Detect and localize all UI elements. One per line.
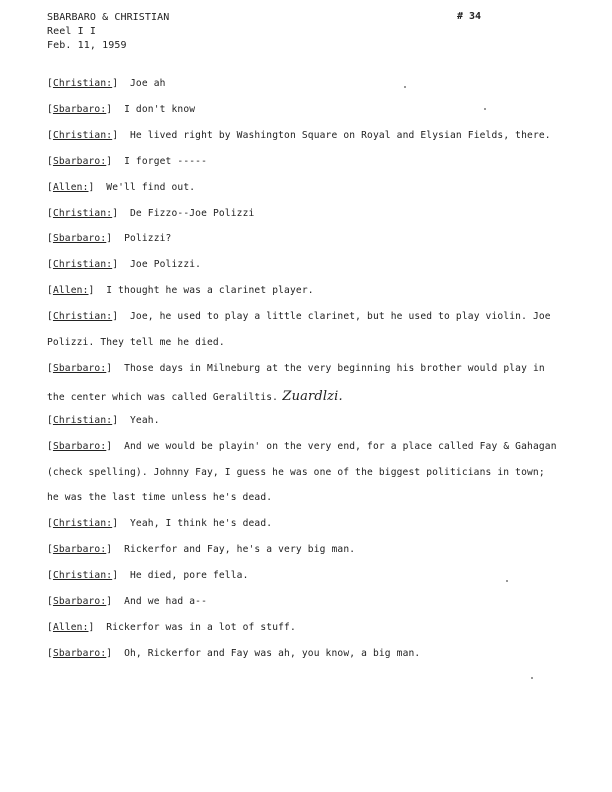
speaker-bracket-close: ] [112, 78, 130, 89]
line-text: (check spelling). Johnny Fay, I guess he was one of the biggest politicians in town; [47, 466, 545, 478]
speaker-bracket-close: ] [106, 362, 125, 374]
line-text: He died, pore fella. [129, 570, 249, 582]
line-text: Polizzi. They tell me he died. [47, 337, 225, 348]
speaker-bracket-open: [ [47, 647, 53, 659]
speaker-name: Christian: [52, 311, 113, 323]
speaker-name: Sbarbaro: [52, 596, 107, 607]
transcript-line [47, 441, 557, 452]
speaker-bracket-open: [ [47, 621, 53, 633]
speaker-bracket-open: [ [47, 311, 53, 323]
transcript-line [47, 156, 207, 167]
speaker-bracket-open: [ [47, 78, 53, 89]
transcript-line [47, 570, 249, 581]
speaker-name: Allen: [52, 285, 89, 297]
speaker-bracket-open: [ [47, 155, 53, 167]
speaker-bracket-open: [ [47, 233, 53, 245]
scan-speck [404, 86, 406, 88]
transcript-line [47, 363, 545, 374]
speaker-bracket-close: ] [88, 285, 107, 297]
speaker-name: Sbarbaro: [52, 440, 107, 452]
speaker-bracket-open: [ [47, 259, 53, 271]
line-text: I thought he was a clarinet player. [106, 285, 314, 297]
line-text: Those days in Milneburg at the very beginning his brother would play in [124, 362, 545, 374]
transcript-line [47, 182, 195, 193]
speaker-name: Christian: [52, 207, 113, 219]
speaker-name: Sbarbaro: [52, 362, 107, 374]
speaker-name: Christian: [52, 570, 113, 582]
transcript-line [47, 233, 171, 244]
line-text: the center which was called Geraliltis. [47, 391, 279, 403]
reel-label: Reel I I [47, 26, 96, 37]
speaker-name: Sbarbaro: [52, 233, 107, 245]
transcript-line [47, 389, 343, 404]
speaker-bracket-close: ] [106, 103, 125, 115]
transcript-line [47, 285, 314, 296]
transcript-line [47, 415, 160, 426]
speaker-bracket-close: ] [88, 181, 107, 193]
transcript-line [47, 130, 551, 141]
line-text: I don't know [124, 103, 196, 115]
transcript-line [47, 337, 225, 348]
line-text: De Fizzo--Joe Polizzi [129, 207, 255, 219]
transcript-line [47, 208, 254, 219]
speaker-bracket-open: [ [47, 129, 53, 141]
scan-speck [484, 108, 486, 110]
speaker-bracket-open: [ [47, 570, 53, 582]
transcript-line [47, 622, 296, 633]
line-text: Yeah. [129, 414, 160, 426]
speaker-bracket-open: [ [47, 414, 53, 426]
speaker-name: Christian: [52, 259, 113, 271]
speaker-name: Sbarbaro: [52, 647, 107, 659]
line-text: He lived right by Washington Square on Royal and Elysian Fields, there. [129, 129, 551, 141]
transcript-line [47, 311, 551, 322]
speaker-bracket-close: ] [112, 129, 130, 141]
speaker-name: Sbarbaro: [52, 155, 107, 167]
speaker-bracket-open: [ [47, 207, 53, 219]
transcript-line [47, 104, 195, 115]
speaker-bracket-close: ] [112, 207, 130, 219]
line-text: Rickerfor was in a lot of stuff. [106, 621, 296, 633]
document-title: SBARBARO & CHRISTIAN [47, 12, 170, 23]
speaker-name: Christian: [52, 518, 113, 530]
transcript-line [47, 492, 272, 503]
speaker-bracket-close: ] [106, 647, 125, 659]
speaker-bracket-open: [ [47, 181, 53, 193]
line-text: Polizzi? [124, 233, 172, 245]
speaker-name: Christian: [52, 129, 113, 141]
page-number: # 34 [457, 11, 482, 22]
transcript-line [47, 259, 201, 270]
speaker-bracket-close: ] [112, 259, 130, 271]
speaker-name: Christian: [52, 78, 113, 89]
speaker-bracket-close: ] [112, 518, 130, 530]
transcript-line [47, 467, 545, 478]
line-text: And we had a-- [124, 596, 208, 607]
scan-speck [531, 677, 533, 679]
line-text: Rickerfor and Fay, he's a very big man. [124, 544, 356, 556]
speaker-bracket-open: [ [47, 544, 53, 556]
speaker-name: Allen: [52, 621, 89, 633]
transcript-line [47, 518, 272, 529]
speaker-bracket-open: [ [47, 362, 53, 374]
speaker-bracket-close: ] [112, 311, 130, 323]
speaker-name: Sbarbaro: [52, 103, 107, 115]
transcript-line [47, 596, 207, 607]
handwritten-annotation: Zuardlzi. [278, 388, 343, 404]
speaker-bracket-close: ] [88, 621, 107, 633]
speaker-bracket-close: ] [106, 233, 125, 245]
speaker-bracket-close: ] [112, 570, 130, 582]
line-text: We'll find out. [106, 181, 196, 193]
transcript-line [47, 544, 355, 555]
speaker-bracket-close: ] [112, 414, 130, 426]
scan-speck [506, 580, 508, 582]
speaker-bracket-close: ] [106, 544, 125, 556]
speaker-bracket-open: [ [47, 285, 53, 297]
session-date: Feb. 11, 1959 [47, 40, 127, 51]
speaker-name: Christian: [52, 414, 113, 426]
speaker-name: Allen: [52, 181, 89, 193]
speaker-bracket-close: ] [106, 155, 125, 167]
line-text: And we would be playin' on the very end, for a place called Fay & Gahagan [124, 440, 557, 452]
speaker-bracket-open: [ [47, 440, 53, 452]
speaker-bracket-open: [ [47, 518, 53, 530]
speaker-bracket-close: ] [106, 596, 125, 607]
transcript-line [47, 78, 166, 89]
line-text: Joe ah [129, 78, 166, 89]
speaker-bracket-close: ] [106, 440, 125, 452]
line-text: Oh, Rickerfor and Fay was ah, you know, a big man. [124, 647, 421, 659]
speaker-bracket-open: [ [47, 103, 53, 115]
speaker-bracket-open: [ [47, 596, 53, 607]
line-text: Joe, he used to play a little clarinet, but he used to play violin. Joe [129, 311, 551, 323]
line-text: Joe Polizzi. [129, 259, 202, 271]
line-text: I forget ----- [124, 155, 208, 167]
line-text: Yeah, I think he's dead. [129, 518, 273, 530]
line-text: he was the last time unless he's dead. [47, 492, 273, 504]
speaker-name: Sbarbaro: [52, 544, 107, 556]
transcript-line [47, 648, 420, 659]
